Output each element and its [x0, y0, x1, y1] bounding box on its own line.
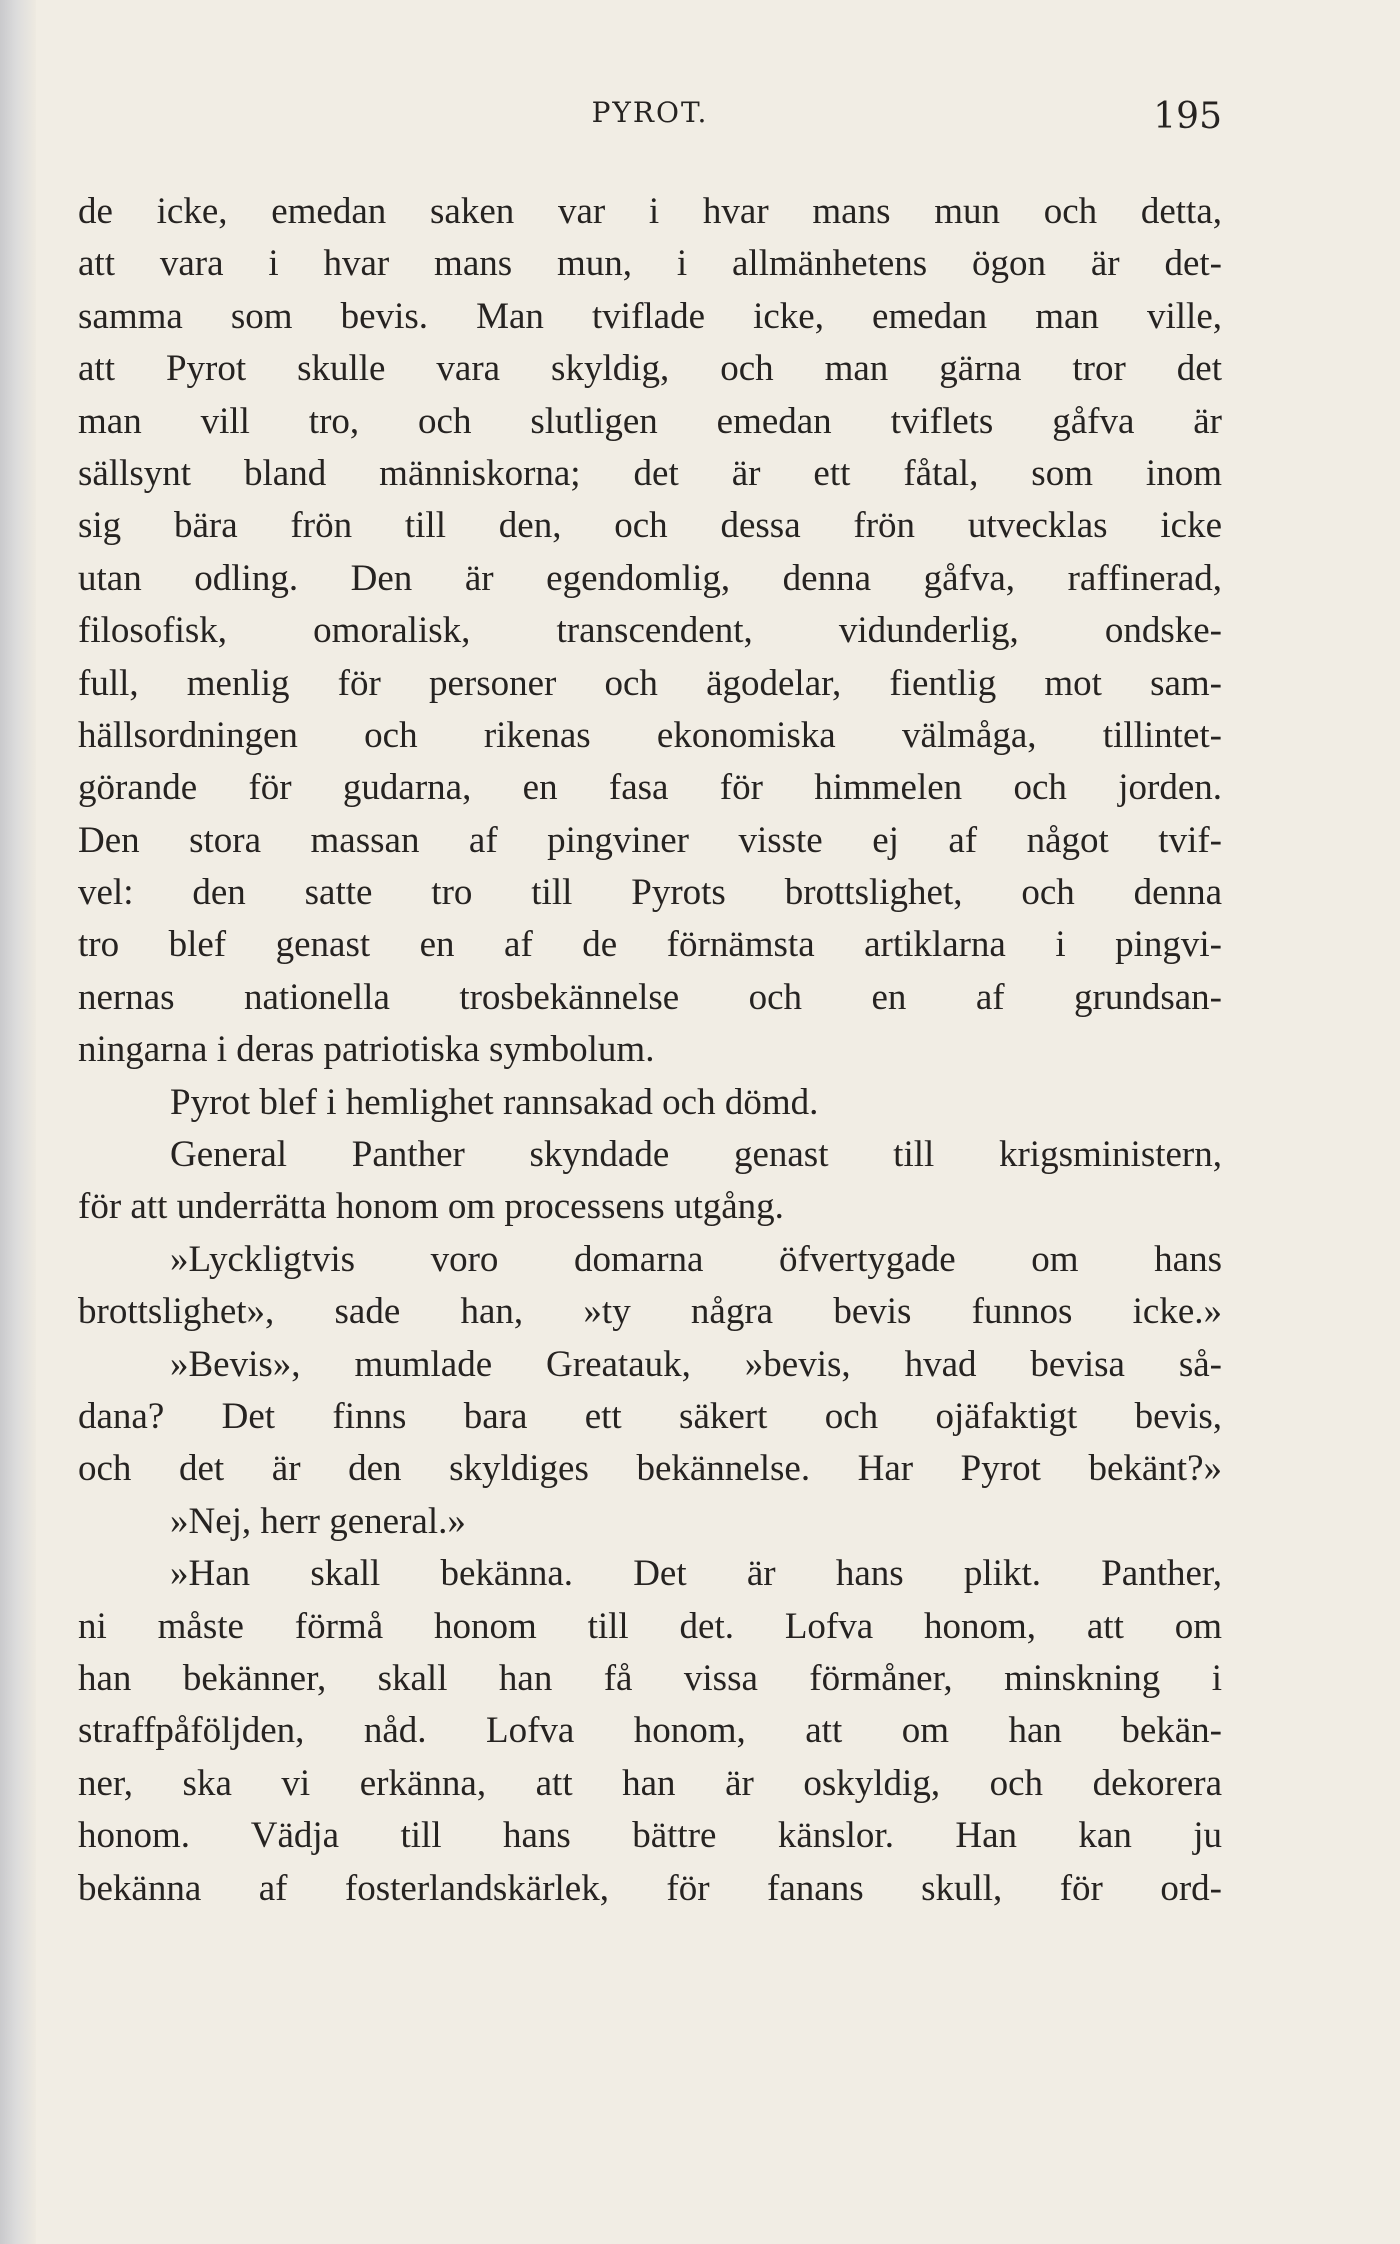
- text-line: »Lyckligtvis voro domarna öfvertygade om hans: [170, 1238, 1222, 1280]
- text-line: sig bära frön till den, och dessa frön utvecklas icke: [78, 505, 1222, 547]
- text-line: samma som bevis. Man tviflade icke, emedan man ville,: [78, 295, 1222, 337]
- text-line: bekänna af fosterlandskärlek, för fanans skull, för ord-: [78, 1867, 1222, 1909]
- text-line: görande för gudarna, en fasa för himmelen och jorden.: [78, 767, 1222, 809]
- text-line: Pyrot blef i hemlighet rannsakad och dömd.: [170, 1081, 819, 1123]
- text-line: brottslighet», sade han, »ty några bevis funnos icke.»: [78, 1291, 1222, 1333]
- text-line: »Nej, herr general.»: [170, 1500, 466, 1542]
- page-header: [78, 96, 1222, 146]
- binding-shadow: [0, 0, 36, 2244]
- text-line: straffpåföljden, nåd. Lofva honom, att om han bekän-: [78, 1710, 1222, 1752]
- page-number: 195: [1153, 96, 1222, 137]
- text-line: ni måste förmå honom till det. Lofva honom, att om: [78, 1605, 1222, 1647]
- text-line: han bekänner, skall han få vissa förmåner, minskning i: [78, 1657, 1222, 1699]
- text-line: att Pyrot skulle vara skyldig, och man gärna tror det: [78, 348, 1222, 390]
- text-line: »Han skall bekänna. Det är hans plikt. Panther,: [170, 1553, 1222, 1595]
- text-line: ner, ska vi erkänna, att han är oskyldig, och dekorera: [78, 1762, 1222, 1804]
- text-line: General Panther skyndade genast till krigsministern,: [170, 1134, 1222, 1176]
- text-line: full, menlig för personer och ägodelar, fientlig mot sam-: [78, 662, 1222, 704]
- body-text: [78, 186, 1222, 1915]
- text-line: nernas nationella trosbekännelse och en af grundsan-: [78, 976, 1222, 1018]
- text-line: sällsynt bland människorna; det är ett fåtal, som inom: [78, 452, 1222, 494]
- text-line: dana? Det finns bara ett säkert och ojäfaktigt bevis,: [78, 1395, 1222, 1437]
- text-line: vel: den satte tro till Pyrots brottslighet, och denna: [78, 872, 1222, 914]
- text-line: hällsordningen och rikenas ekonomiska välmåga, tillintet-: [78, 714, 1222, 756]
- text-line: de icke, emedan saken var i hvar mans mun och detta,: [78, 191, 1222, 232]
- text-line: man vill tro, och slutligen emedan tviflets gåfva är: [78, 400, 1222, 442]
- text-line: utan odling. Den är egendomlig, denna gåfva, raffinerad,: [78, 557, 1222, 599]
- text-line: för att underrätta honom om processens utgång.: [78, 1186, 784, 1228]
- text-line: och det är den skyldiges bekännelse. Har Pyrot bekänt?»: [78, 1448, 1222, 1490]
- text-line: tro blef genast en af de förnämsta artiklarna i pingvi-: [78, 924, 1222, 966]
- text-line: Den stora massan af pingviner visste ej af något tvif-: [78, 819, 1222, 861]
- text-line: »Bevis», mumlade Greatauk, »bevis, hvad bevisa så-: [170, 1343, 1222, 1385]
- text-line: att vara i hvar mans mun, i allmänhetens ögon är det-: [78, 243, 1222, 285]
- running-title: PYROT.: [591, 96, 709, 129]
- text-line: honom. Vädja till hans bättre känslor. Han kan ju: [78, 1815, 1222, 1857]
- text-line: filosofisk, omoralisk, transcendent, vidunderlig, ondske-: [78, 610, 1222, 652]
- text-line: ningarna i deras patriotiska symbolum.: [78, 1029, 655, 1071]
